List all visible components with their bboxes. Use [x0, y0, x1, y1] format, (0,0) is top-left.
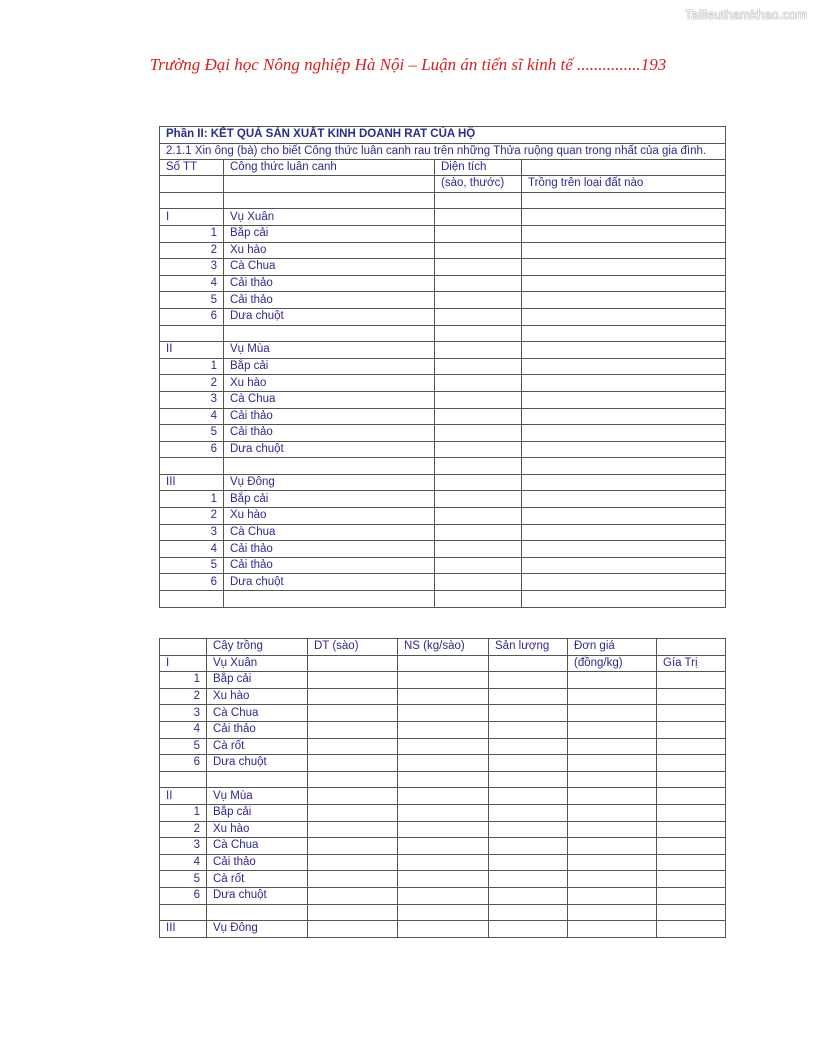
crop-row [160, 672, 726, 689]
col-header-price: Đơn giá [568, 639, 657, 656]
empty-cell [522, 541, 726, 558]
season-row [160, 655, 726, 672]
crop-number: 5 [160, 557, 224, 574]
empty-cell [489, 921, 568, 938]
crop-row [160, 408, 726, 425]
empty-cell [489, 887, 568, 904]
empty-cell [489, 688, 568, 705]
empty-cell [398, 887, 489, 904]
crop-row [160, 755, 726, 772]
empty-cell [522, 375, 726, 392]
empty-cell [308, 788, 398, 805]
empty-cell [435, 574, 522, 591]
crop-row [160, 375, 726, 392]
empty-cell [308, 755, 398, 772]
crop-number: 3 [160, 705, 207, 722]
empty-cell [435, 524, 522, 541]
empty-cell [398, 688, 489, 705]
empty-cell [522, 242, 726, 259]
crop-row [160, 574, 726, 591]
crop-name: Xu hào [224, 375, 435, 392]
empty-cell [398, 904, 489, 921]
crop-row [160, 441, 726, 458]
season-code: I [160, 655, 207, 672]
col-header-stt: Số TT [160, 159, 224, 176]
empty-cell [568, 921, 657, 938]
empty-cell [522, 225, 726, 242]
crop-name: Bắp cải [207, 672, 308, 689]
empty-cell [435, 325, 522, 342]
crop-name: Cải thảo [207, 721, 308, 738]
empty-cell [489, 672, 568, 689]
crop-number: 2 [160, 508, 224, 525]
crop-name: Cà Chua [224, 259, 435, 276]
empty-cell [568, 788, 657, 805]
empty-cell [522, 557, 726, 574]
crop-number: 1 [160, 225, 224, 242]
empty-cell [160, 192, 224, 209]
empty-cell [308, 887, 398, 904]
crop-name: Bắp cải [224, 358, 435, 375]
empty-cell [398, 721, 489, 738]
empty-cell [308, 821, 398, 838]
season-code: I [160, 209, 224, 226]
col-header-area: Diện tích [435, 159, 522, 176]
crop-name: Cải thảo [224, 425, 435, 442]
empty-cell [435, 275, 522, 292]
empty-cell [435, 209, 522, 226]
empty-cell [489, 721, 568, 738]
empty-cell [489, 821, 568, 838]
empty-cell [160, 325, 224, 342]
empty-cell [398, 921, 489, 938]
empty-cell [489, 788, 568, 805]
empty-cell [568, 904, 657, 921]
empty-cell [308, 771, 398, 788]
empty-cell [489, 804, 568, 821]
crop-name: Dưa chuột [224, 574, 435, 591]
empty-cell [207, 904, 308, 921]
season-code: III [160, 474, 224, 491]
empty-cell [489, 755, 568, 772]
empty-cell [657, 871, 726, 888]
season-row [160, 474, 726, 491]
empty-cell [489, 655, 568, 672]
crop-row [160, 821, 726, 838]
empty-cell [308, 721, 398, 738]
empty-cell [435, 441, 522, 458]
empty-cell [522, 474, 726, 491]
empty-cell [522, 275, 726, 292]
empty-cell [435, 308, 522, 325]
empty-cell [435, 259, 522, 276]
empty-cell [568, 804, 657, 821]
empty-cell [224, 176, 435, 193]
empty-cell [657, 672, 726, 689]
empty-cell [657, 838, 726, 855]
empty-cell [160, 591, 224, 608]
crop-number: 2 [160, 375, 224, 392]
empty-cell [308, 838, 398, 855]
production-table [159, 638, 726, 938]
crop-number: 1 [160, 672, 207, 689]
crop-number: 5 [160, 425, 224, 442]
empty-cell [398, 755, 489, 772]
crop-row [160, 425, 726, 442]
empty-cell [657, 771, 726, 788]
crop-row [160, 838, 726, 855]
section-title: Phần II: KẾT QUẢ SẢN XUẤT KINH DOANH RAT CỦA HỘ [160, 127, 726, 144]
crop-name: Xu hào [207, 821, 308, 838]
season-row [160, 788, 726, 805]
empty-cell [657, 821, 726, 838]
empty-cell [308, 804, 398, 821]
season-name: Vụ Xuân [224, 209, 435, 226]
empty-cell [489, 838, 568, 855]
col-header-area-unit: (sào, thước) [435, 176, 522, 193]
empty-cell [308, 738, 398, 755]
empty-cell [398, 804, 489, 821]
empty-cell [435, 225, 522, 242]
crop-name: Cà Chua [224, 391, 435, 408]
empty-cell [522, 391, 726, 408]
empty-cell [657, 904, 726, 921]
empty-cell [308, 921, 398, 938]
crop-number: 3 [160, 391, 224, 408]
empty-cell [308, 904, 398, 921]
empty-cell [398, 738, 489, 755]
crop-name: Cải thảo [224, 292, 435, 309]
empty-cell [522, 524, 726, 541]
col-header-land: Trồng trên loại đất nào [522, 176, 726, 193]
crop-row [160, 259, 726, 276]
crop-name: Cà rốt [207, 871, 308, 888]
crop-name: Dưa chuột [224, 441, 435, 458]
empty-cell [568, 821, 657, 838]
empty-cell [435, 391, 522, 408]
empty-cell [398, 871, 489, 888]
crop-name: Cà Chua [207, 705, 308, 722]
empty-cell [522, 292, 726, 309]
crop-name: Cải thảo [224, 557, 435, 574]
empty-cell [568, 838, 657, 855]
empty-cell [522, 325, 726, 342]
crop-number: 6 [160, 308, 224, 325]
crop-number: 4 [160, 854, 207, 871]
empty-cell [657, 854, 726, 871]
empty-cell [657, 887, 726, 904]
crop-name: Cải thảo [207, 854, 308, 871]
crop-number: 1 [160, 358, 224, 375]
season-code: III [160, 921, 207, 938]
empty-cell [160, 904, 207, 921]
empty-cell [657, 921, 726, 938]
empty-cell [435, 292, 522, 309]
crop-number: 2 [160, 242, 224, 259]
empty-cell [435, 242, 522, 259]
crop-number: 3 [160, 259, 224, 276]
empty-cell [522, 425, 726, 442]
empty-cell [398, 672, 489, 689]
crop-name: Bắp cải [207, 804, 308, 821]
empty-cell [522, 441, 726, 458]
crop-row [160, 738, 726, 755]
crop-name: Dưa chuột [207, 755, 308, 772]
crop-name: Dưa chuột [224, 308, 435, 325]
crop-number: 5 [160, 292, 224, 309]
col-header-value: Gía Trị [657, 655, 726, 672]
crop-name: Cà rốt [207, 738, 308, 755]
empty-cell [398, 705, 489, 722]
empty-cell [224, 591, 435, 608]
empty-cell [435, 425, 522, 442]
empty-cell [522, 591, 726, 608]
crop-name: Xu hào [224, 508, 435, 525]
empty-cell [435, 541, 522, 558]
empty-cell [308, 655, 398, 672]
crop-number: 6 [160, 755, 207, 772]
empty-cell [489, 771, 568, 788]
empty-cell [568, 871, 657, 888]
crop-name: Cải thảo [224, 541, 435, 558]
empty-cell [435, 491, 522, 508]
empty-cell [224, 192, 435, 209]
crop-row [160, 508, 726, 525]
empty-cell [489, 871, 568, 888]
empty-cell [435, 192, 522, 209]
season-code: II [160, 342, 224, 359]
empty-cell [522, 574, 726, 591]
rotation-table [159, 126, 726, 608]
col-header-output: Sản lượng [489, 639, 568, 656]
empty-cell [435, 342, 522, 359]
empty-cell [224, 458, 435, 475]
season-name: Vụ Đông [207, 921, 308, 938]
crop-row [160, 557, 726, 574]
empty-cell [160, 639, 207, 656]
empty-cell [398, 838, 489, 855]
crop-number: 3 [160, 838, 207, 855]
empty-cell [160, 176, 224, 193]
empty-cell [522, 259, 726, 276]
empty-cell [308, 854, 398, 871]
empty-cell [435, 508, 522, 525]
question-text: 2.1.1 Xin ông (bà) cho biết Công thức luân canh rau trên những Thửa ruộng quan trong nhất của gia đình. [160, 143, 726, 159]
empty-cell [160, 458, 224, 475]
empty-cell [568, 887, 657, 904]
empty-cell [568, 721, 657, 738]
empty-cell [522, 491, 726, 508]
crop-row [160, 721, 726, 738]
crop-number: 1 [160, 804, 207, 821]
crop-number: 1 [160, 491, 224, 508]
empty-cell [522, 358, 726, 375]
empty-cell [435, 591, 522, 608]
crop-row [160, 871, 726, 888]
season-name: Vụ Mùa [224, 342, 435, 359]
empty-cell [435, 408, 522, 425]
empty-cell [522, 342, 726, 359]
empty-cell [398, 655, 489, 672]
col-header-formula: Công thức luân canh [224, 159, 435, 176]
empty-cell [489, 738, 568, 755]
crop-row [160, 887, 726, 904]
empty-cell [522, 508, 726, 525]
empty-cell [522, 308, 726, 325]
crop-number: 6 [160, 574, 224, 591]
empty-cell [522, 209, 726, 226]
blank-row [160, 591, 726, 608]
crop-row [160, 358, 726, 375]
crop-row [160, 688, 726, 705]
season-row [160, 921, 726, 938]
crop-number: 4 [160, 721, 207, 738]
crop-number: 4 [160, 275, 224, 292]
crop-row [160, 524, 726, 541]
empty-cell [657, 705, 726, 722]
col-header-ns: NS (kg/sào) [398, 639, 489, 656]
crop-number: 5 [160, 738, 207, 755]
crop-row [160, 242, 726, 259]
crop-row [160, 541, 726, 558]
crop-number: 6 [160, 887, 207, 904]
crop-row [160, 308, 726, 325]
season-row [160, 209, 726, 226]
empty-cell [489, 854, 568, 871]
empty-cell [489, 705, 568, 722]
empty-cell [568, 705, 657, 722]
empty-cell [308, 705, 398, 722]
crop-row [160, 854, 726, 871]
crop-row [160, 491, 726, 508]
crop-number: 4 [160, 408, 224, 425]
empty-cell [160, 771, 207, 788]
blank-row [160, 192, 726, 209]
empty-cell [308, 672, 398, 689]
empty-cell [435, 375, 522, 392]
empty-cell [568, 738, 657, 755]
crop-row [160, 391, 726, 408]
empty-cell [568, 672, 657, 689]
crop-row [160, 804, 726, 821]
empty-cell [522, 458, 726, 475]
col-header-price-unit: (đồng/kg) [568, 655, 657, 672]
crop-name: Xu hào [224, 242, 435, 259]
crop-number: 3 [160, 524, 224, 541]
crop-number: 6 [160, 441, 224, 458]
empty-cell [435, 557, 522, 574]
crop-row [160, 275, 726, 292]
empty-cell [568, 854, 657, 871]
empty-cell [398, 788, 489, 805]
empty-cell [657, 688, 726, 705]
empty-cell [398, 771, 489, 788]
crop-row [160, 292, 726, 309]
crop-name: Cải thảo [224, 275, 435, 292]
crop-number: 4 [160, 541, 224, 558]
empty-cell [224, 325, 435, 342]
empty-cell [522, 408, 726, 425]
page-header: Trường Đại học Nông nghiệp Hà Nội – Luận án tiến sĩ kinh tế ...............193 [149, 55, 667, 74]
empty-cell [207, 771, 308, 788]
empty-cell [489, 904, 568, 921]
col-header-crop: Cây trồng [207, 639, 308, 656]
empty-cell [657, 755, 726, 772]
season-code: II [160, 788, 207, 805]
empty-cell [568, 771, 657, 788]
season-name: Vụ Đông [224, 474, 435, 491]
empty-cell [398, 821, 489, 838]
season-name: Vụ Xuân [207, 655, 308, 672]
crop-name: Cà Chua [224, 524, 435, 541]
crop-name: Xu hào [207, 688, 308, 705]
empty-cell [435, 474, 522, 491]
crop-name: Bắp cải [224, 225, 435, 242]
crop-name: Dưa chuột [207, 887, 308, 904]
empty-cell [657, 639, 726, 656]
blank-row [160, 771, 726, 788]
season-name: Vụ Mùa [207, 788, 308, 805]
empty-cell [568, 688, 657, 705]
crop-number: 2 [160, 821, 207, 838]
crop-name: Cải thảo [224, 408, 435, 425]
crop-name: Cà Chua [207, 838, 308, 855]
crop-row [160, 225, 726, 242]
empty-cell [657, 721, 726, 738]
empty-cell [522, 159, 726, 176]
empty-cell [657, 738, 726, 755]
blank-row [160, 904, 726, 921]
season-row [160, 342, 726, 359]
watermark: Tailieuthamkhao.com [684, 7, 807, 22]
blank-row [160, 325, 726, 342]
empty-cell [522, 192, 726, 209]
blank-row [160, 458, 726, 475]
col-header-dt: DT (sào) [308, 639, 398, 656]
empty-cell [657, 804, 726, 821]
crop-number: 2 [160, 688, 207, 705]
empty-cell [568, 755, 657, 772]
empty-cell [435, 458, 522, 475]
empty-cell [657, 788, 726, 805]
empty-cell [435, 358, 522, 375]
crop-name: Bắp cải [224, 491, 435, 508]
crop-row [160, 705, 726, 722]
crop-number: 5 [160, 871, 207, 888]
empty-cell [308, 688, 398, 705]
empty-cell [308, 871, 398, 888]
empty-cell [398, 854, 489, 871]
